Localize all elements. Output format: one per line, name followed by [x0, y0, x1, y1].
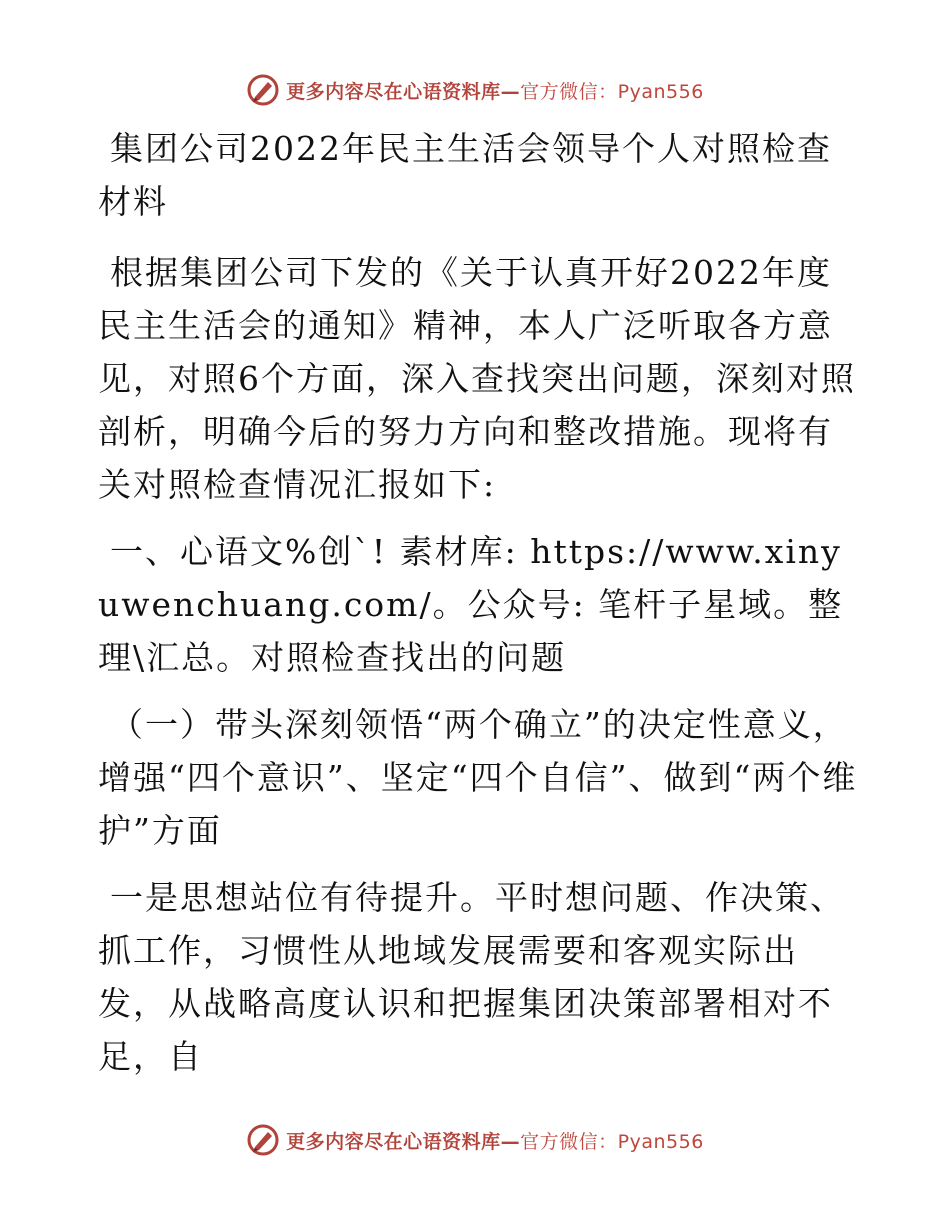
watermark-text: 更多内容尽在心语资料库—官方微信：Pyan556 — [286, 1130, 704, 1153]
watermark-text: 更多内容尽在心语资料库—官方微信：Pyan556 — [286, 80, 704, 103]
footer-watermark — [0, 1120, 950, 1160]
document-title: 集团公司2022年民主生活会领导个人对照检查材料 — [98, 129, 832, 221]
paragraph-section-heading: 一、心语文%创`! 素材库: https://www.xinyuwenchuang.com/。公众号: 笔杆子星域。整理\汇总。对照检查找出的问题 — [98, 532, 844, 677]
pen-logo-icon — [246, 1123, 280, 1157]
paragraph-subsection-heading: （一）带头深刻领悟“两个确立”的决定性意义，增强“四个意识”、坚定“四个自信”、做到“两个维护”方面 — [98, 705, 858, 850]
paragraph-intro: 根据集团公司下发的《关于认真开好2022年度民主生活会的通知》精神，本人广泛听取各方意见，对照6个方面，深入查找突出问题，深刻对照剖析，明确今后的努力方向和整改措施。现将有关对照检查情况汇报如下: — [98, 253, 856, 504]
document-body — [98, 122, 858, 1097]
paragraph-point-one: 一是思想站位有待提升。平时想问题、作决策、抓工作，习惯性从地域发展需要和客观实际出发，从战略高度认识和把握集团决策部署相对不足，自 — [98, 878, 845, 1076]
header-watermark — [0, 70, 950, 110]
pen-logo-icon — [246, 73, 280, 107]
